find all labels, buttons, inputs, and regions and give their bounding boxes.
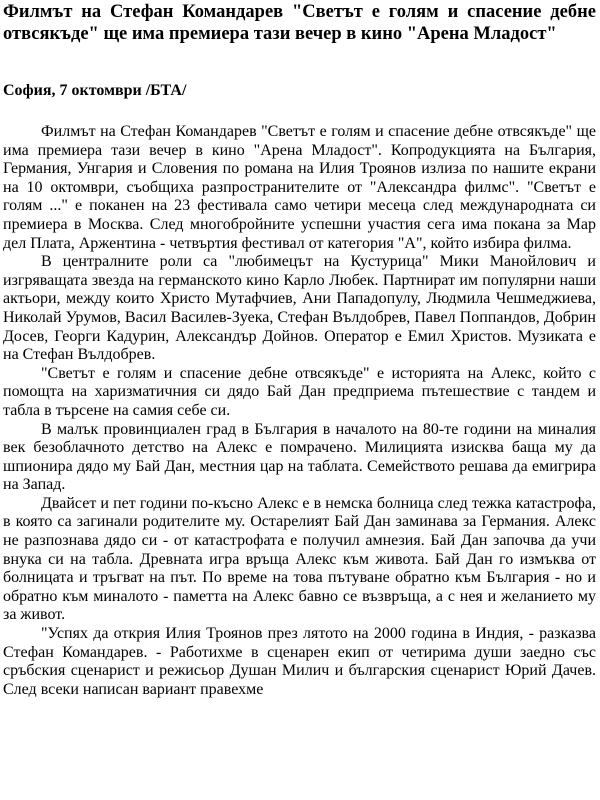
- article-paragraph: Филмът на Стефан Командарев "Светът е голям и спасение дебне отвсякъде" ще има премиера тази вечер в кино "Арена Младост". Копродукцията на България, Германия, Унгария и Словения по романа на Илия Троянов излиза по нашите екрани на 10 октомври, съобщиха разпространителите от "Александра филмс". "Светът е голям ..." е поканен на 23 фестивала само четири месеца след международната си премиера в Москва. След многобройните успешни участия сега има покана за Мар дел Плата, Аржентина - четвъртия фестивал от категория "А", който избира филма.: [3, 123, 596, 252]
- article-paragraph: В централните роли са "любимецът на Кустурица" Мики Манойлович и изгряващата звезда на германското кино Карло Любек. Партнират им популярни наши актьори, между които Христо Мутафчиев, Ани Пападопулу, Людмила Чешмеджиева, Николай Урумов, Васил Василев-Зуека, Стефан Вълдобрев, Павел Поппандов, Добрин Досев, Георги Кадурин, Александър Дойнов. Оператор е Емил Христов. Музиката е на Стефан Вълдобрев.: [3, 253, 596, 364]
- article-paragraph: Двайсет и пет години по-късно Алекс е в немска болница след тежка катастрофа, в която са загинали родителите му. Остарелият Бай Дан заминава за Германия. Алекс не разпознава дядо си - от катастрофата е получил амнезия. Бай Дан започва да учи внука си на табла. Древната игра връща Алекс към живота. Бай Дан го измъква от болницата и тръгват на път. По време на това пътуване обратно към България - но и обратно към миналото - паметта на Алекс бавно се възвръща, а с нея и желанието му за живот.: [3, 494, 596, 624]
- article-dateline: София, 7 октомври /БТА/: [3, 82, 187, 99]
- article-paragraph: "Успях да открия Илия Троянов през лятото на 2000 година в Индия, - разказва Стефан Командарев. - Работихме в сценарен екип от четирима души заедно със сръбския сценарист и режисьор Душан Милич и българския сценарист Юрий Дачев. След всеки написан вариант правехме: [3, 625, 596, 698]
- article-paragraph: "Светът е голям и спасение дебне отвсякъде" е историята на Алекс, който с помощта на харизматичния си дядо Бай Дан предприема пътешествие с тандем и табла в търсене на самия себе си.: [3, 364, 596, 419]
- article-paragraph: В малък провинциален град в България в началото на 80-те години на миналия век безоблачното детство на Алекс е помрачено. Милицията изисква баща му да шпионира дядо му Бай Дан, местния цар на таблата. Семейството решава да емигрира на Запад.: [3, 420, 596, 494]
- article-headline: Филмът на Стефан Командарев "Светът е голям и спасение дебне отвсякъде" ще има премиера тази вечер в кино "Арена Младост": [3, 2, 596, 44]
